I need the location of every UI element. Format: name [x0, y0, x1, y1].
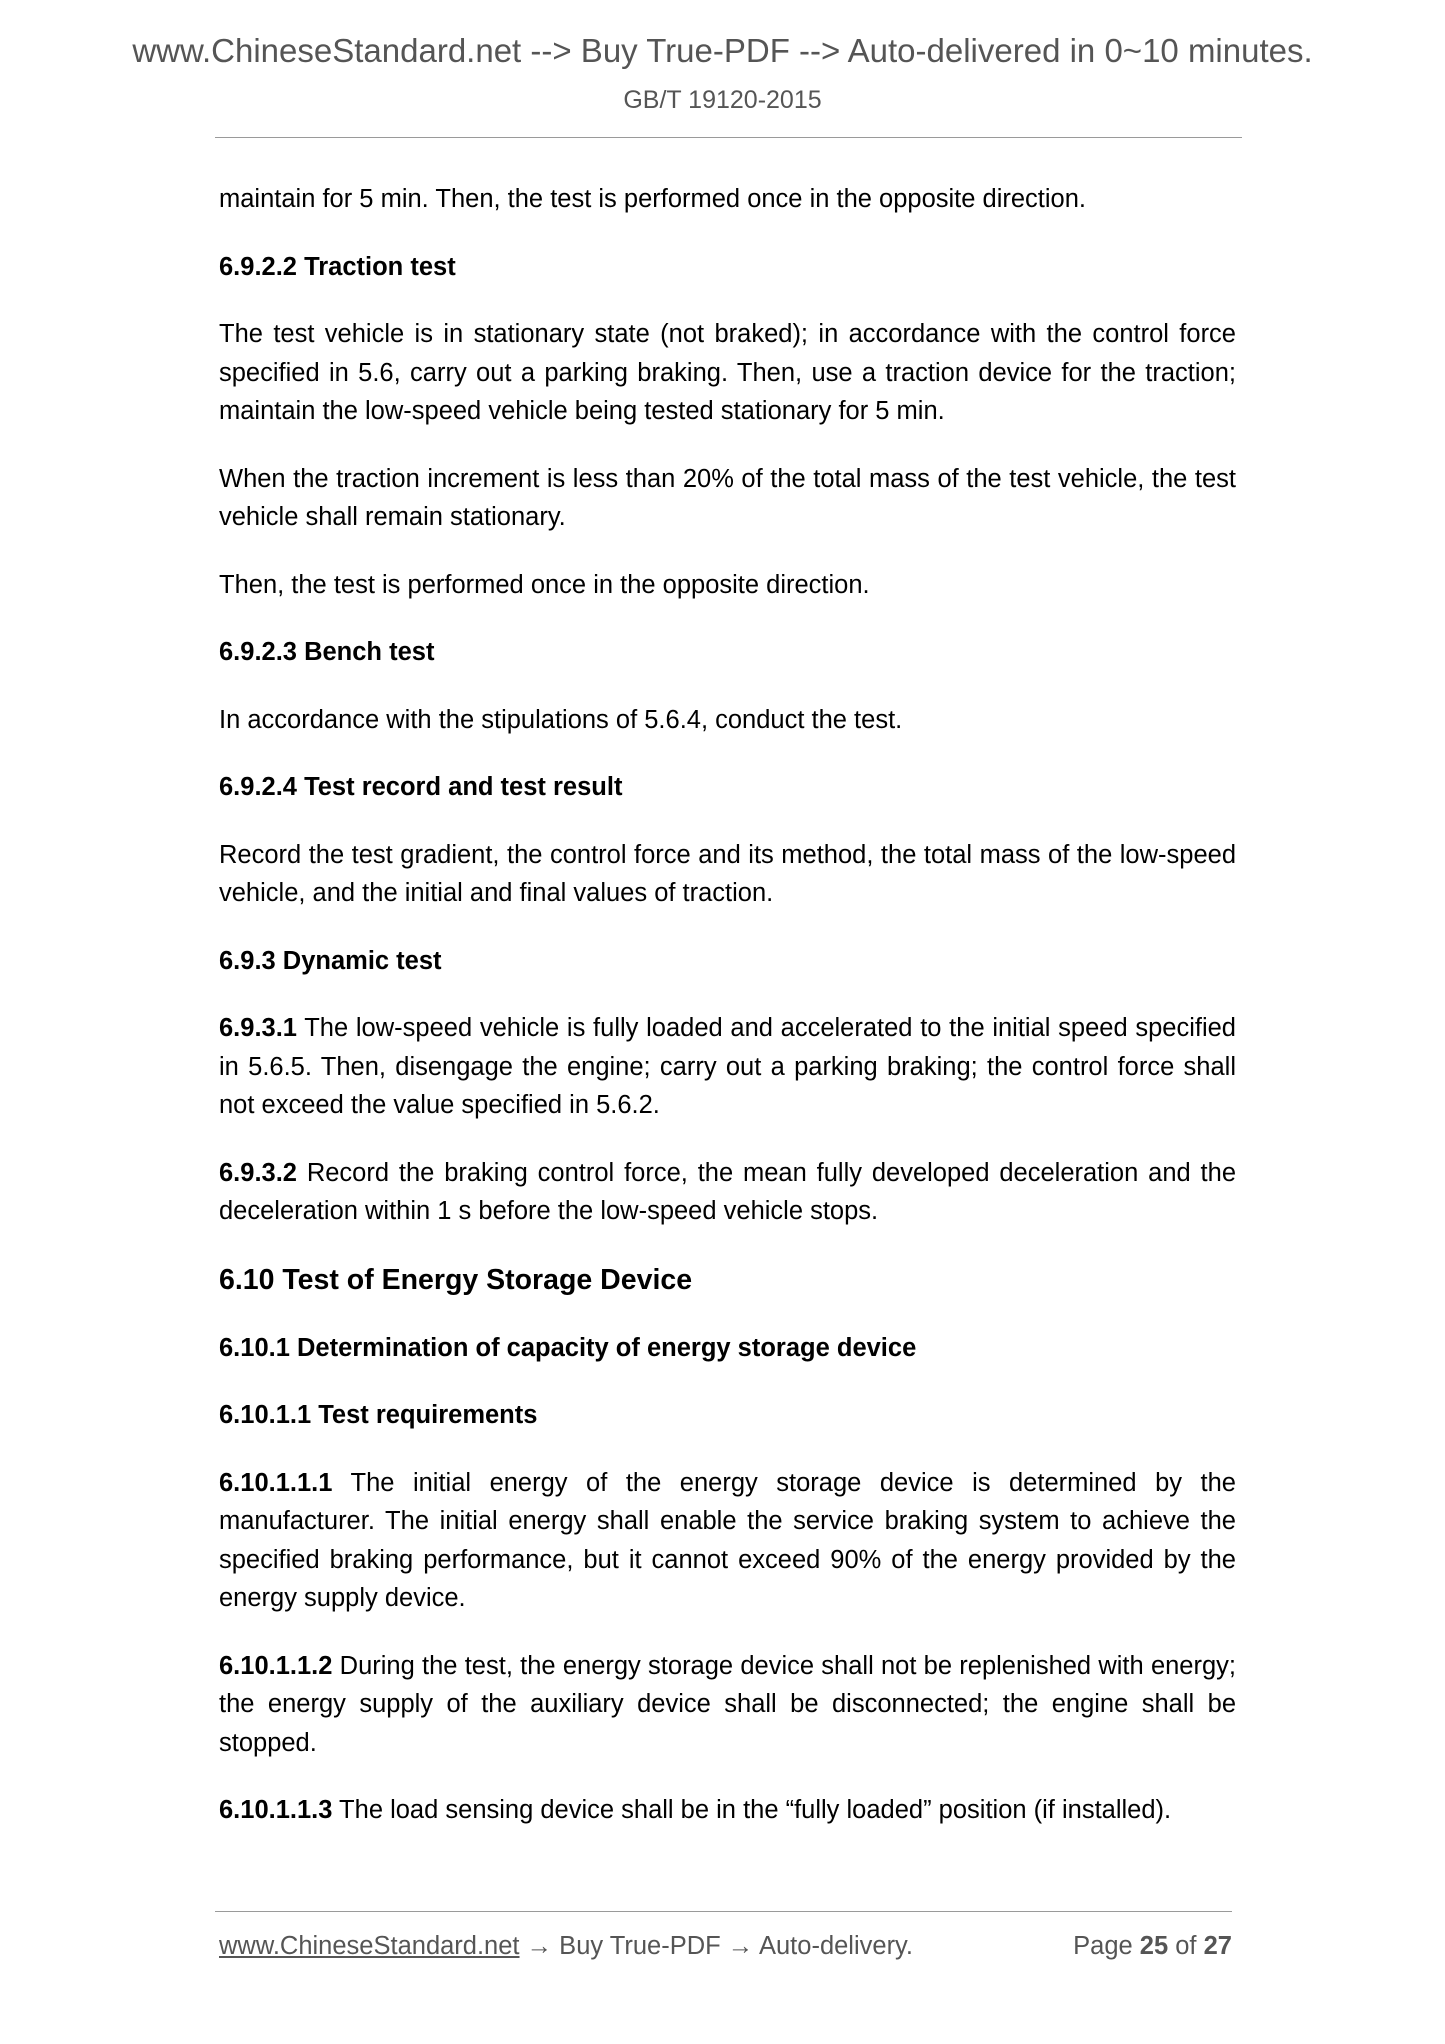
page-current: 25 [1139, 1932, 1169, 1960]
clause-6-10-1-1-1 [219, 1464, 1236, 1618]
clause-text: The low-speed vehicle is fully loaded and accelerated to the initial speed specified in 5.6.5. Then, disengage the engine; carry out a parking braking; the control force shall not exceed the value specified in 5.6.2. [219, 1014, 1236, 1119]
footer-tagline: → Buy True-PDF → Auto-delivery. [519, 1932, 913, 1960]
clause-number: 6.10.1.1.3 [219, 1796, 333, 1824]
heading-6-9-3: 6.9.3 Dynamic test [219, 946, 442, 975]
top-banner: www.ChineseStandard.net --> Buy True-PDF --> Auto-delivered in 0~10 minutes. [132, 32, 1313, 69]
clause-number: 6.10.1.1.2 [219, 1651, 333, 1680]
paragraph: Record the test gradient, the control force and its method, the total mass of the low-speed vehicle, and the initial and final values of traction. [219, 840, 1236, 907]
clause-text: The load sensing device shall be in the “fully loaded” position (if installed). [332, 1796, 1172, 1824]
heading-6-9-2-2: 6.9.2.2 Traction test [219, 252, 456, 281]
clause-text: During the test, the energy storage device shall not be replenished with energy; the energy supply of the auxiliary device shall be disconnected; the engine shall be stopped. [219, 1651, 1236, 1757]
footer-divider [215, 1911, 1232, 1912]
footer [219, 1928, 1232, 1964]
header-divider [215, 137, 1242, 138]
heading-6-10-1-1: 6.10.1.1 Test requirements [219, 1401, 538, 1429]
heading-6-9-2-4: 6.9.2.4 Test record and test result [219, 773, 623, 801]
clause-text: The initial energy of the energy storage device is determined by the manufacturer. The initial energy shall enable the service braking system to achieve the specified braking performance, but it cannot exceed 90% of the energy provided by the energy supply device. [219, 1468, 1236, 1612]
page-indicator [1073, 1928, 1232, 1964]
page-of: of [1175, 1932, 1197, 1960]
heading-6-9-2-3: 6.9.2.3 Bench test [219, 638, 435, 666]
clause-6-10-1-1-2 [219, 1647, 1236, 1763]
standard-code: GB/T 19120-2015 [623, 86, 822, 114]
paragraph: maintain for 5 min. Then, the test is performed once in the opposite direction. [219, 185, 1086, 213]
clause-number: 6.9.3.2 [219, 1158, 297, 1187]
footer-link[interactable]: www.ChineseStandard.net [219, 1932, 520, 1960]
page-content [219, 180, 1236, 1859]
page-label: Page [1073, 1932, 1133, 1960]
paragraph: In accordance with the stipulations of 5.6.4, conduct the test. [219, 705, 903, 734]
paragraph: Then, the test is performed once in the opposite direction. [219, 570, 870, 599]
clause-6-9-3-2 [219, 1154, 1236, 1231]
clause-number: 6.9.3.1 [219, 1014, 297, 1042]
clause-text: Record the braking control force, the mean fully developed deceleration and the deceleration within 1 s before the low-speed vehicle stops. [219, 1158, 1236, 1225]
paragraph: When the traction increment is less than 20% of the total mass of the test vehicle, the test vehicle shall remain stationary. [219, 464, 1236, 531]
heading-6-10: 6.10 Test of Energy Storage Device [219, 1263, 693, 1296]
paragraph: The test vehicle is in stationary state (not braked); in accordance with the control force specified in 5.6, carry out a parking braking. Then, use a traction device for the traction; maintain the low-speed vehicle being tested stationary for 5 min. [219, 320, 1236, 425]
heading-6-10-1: 6.10.1 Determination of capacity of energy storage device [219, 1333, 917, 1362]
clause-6-10-1-1-3 [219, 1791, 1236, 1830]
page-total: 27 [1203, 1932, 1232, 1960]
clause-number: 6.10.1.1.1 [219, 1468, 333, 1497]
clause-6-9-3-1 [219, 1009, 1236, 1125]
